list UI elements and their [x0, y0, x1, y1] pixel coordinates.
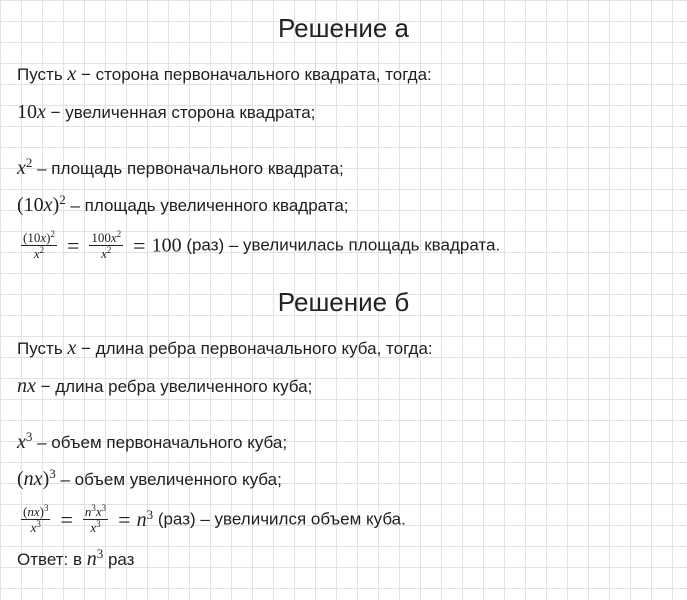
line-a3: $x^2$ – площадь первоначального квадрата; [17, 154, 344, 179]
heading-solution-b: Решение б [277, 287, 410, 317]
line-b1: Пусть x − длина ребра первоначального куба, тогда: [17, 337, 433, 359]
line-a2: 10x − увеличенная сторона квадрата; [17, 101, 316, 123]
answer-line: Ответ: в $n^3$ раз [17, 545, 135, 570]
line-b4: (nx)$^3$ – объем увеличенного куба; [17, 465, 282, 490]
line-a5: $\frac{(10x)^2}{x^2}$ = $\frac{100x^2}{x^2}$ = 100 (раз) – увеличилась площадь квадрата. [23, 229, 501, 262]
line-b3: $x^3$ – объем первоначального куба; [17, 428, 288, 453]
fraction: $\frac{(10x)^2}{x^2}$ [23, 229, 55, 262]
fraction: $\frac{(nx)^3}{x^3}$ [23, 503, 49, 536]
line-a4: $(10x)^2$ – площадь увеличенного квадрата; [17, 191, 349, 216]
fraction: $\frac{n^3x^3}{x^3}$ [84, 503, 107, 536]
heading-solution-a: Решение а [277, 13, 409, 43]
fraction: $\frac{100x^2}{x^2}$ [91, 229, 122, 262]
line-b2: nx − длина ребра увеличенного куба; [17, 375, 313, 397]
line-a1: Пусть x − сторона первоначального квадрата, тогда: [17, 63, 432, 85]
line-b5: $\frac{(nx)^3}{x^3}$ = $\frac{n^3x^3}{x^3}$ = $n^3$ (раз) – увеличился объем куба. [23, 503, 406, 536]
